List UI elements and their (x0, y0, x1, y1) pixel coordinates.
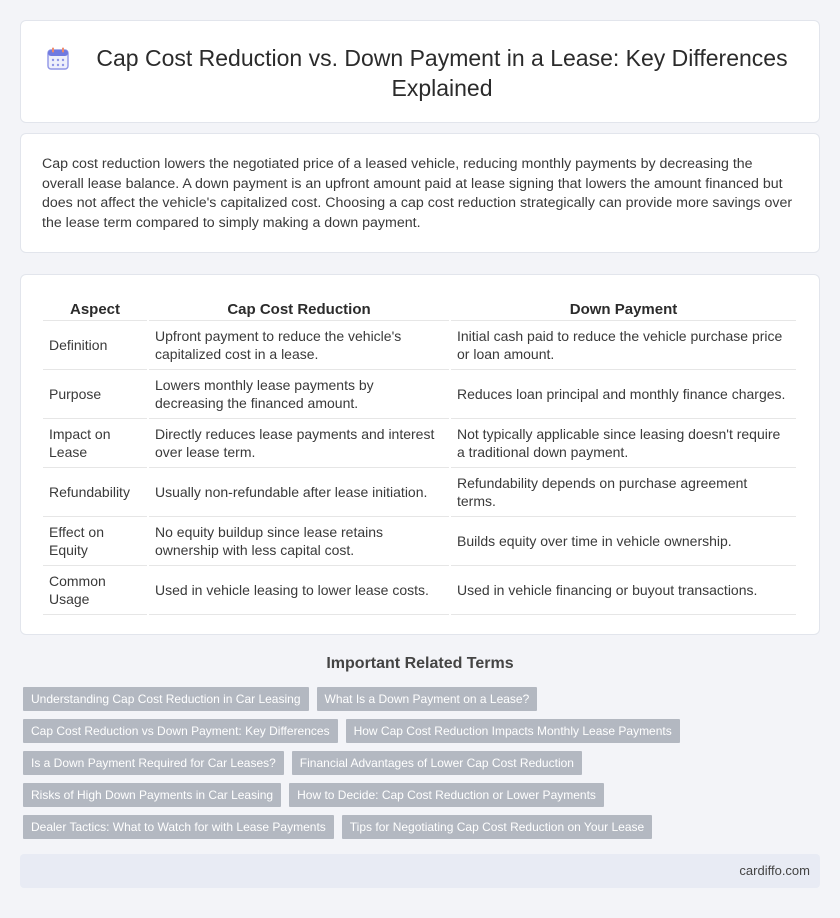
down-payment-cell: Not typically applicable since leasing doesn't require a traditional down payment. (451, 419, 796, 468)
tag-row (23, 783, 703, 807)
header-down-payment: Down Payment (451, 295, 796, 321)
tag-row (23, 687, 703, 711)
aspect-cell: Purpose (43, 370, 147, 419)
related-terms-title: Important Related Terms (326, 655, 514, 672)
down-payment-cell: Initial cash paid to reduce the vehicle purchase price or loan amount. (451, 321, 796, 370)
tag-row (23, 751, 703, 775)
related-term-link[interactable]: What Is a Down Payment on a Lease? (317, 687, 538, 711)
down-payment-cell: Builds equity over time in vehicle ownership. (451, 517, 796, 566)
summary-text: Cap cost reduction lowers the negotiated price of a leased vehicle, reducing monthly payments by decreasing the overall lease balance. A down payment is an upfront amount paid at lease signing that lowers the amount financed but does not affect the vehicle's capitalized cost. Choosing a cap cost reduction strategically can provide more savings over the lease term compared to simply making a down payment. (42, 156, 793, 231)
related-term-link[interactable]: Cap Cost Reduction vs Down Payment: Key Differences (23, 719, 338, 743)
table-row (43, 566, 796, 615)
down-payment-cell: Refundability depends on purchase agreement terms. (451, 468, 796, 517)
aspect-cell: Effect on Equity (43, 517, 147, 566)
aspect-cell: Impact on Lease (43, 419, 147, 468)
comparison-table (41, 295, 798, 615)
page-title: Cap Cost Reduction vs. Down Payment in a Lease: Key Differences Explained (96, 45, 788, 101)
aspect-cell: Refundability (43, 468, 147, 517)
cap-cost-cell: Lowers monthly lease payments by decreasing the financed amount. (149, 370, 449, 419)
aspect-cell: Common Usage (43, 566, 147, 615)
cap-cost-cell: Directly reduces lease payments and interest over lease term. (149, 419, 449, 468)
related-term-link[interactable]: Risks of High Down Payments in Car Leasing (23, 783, 281, 807)
comparison-card (20, 274, 820, 635)
cap-cost-cell: Upfront payment to reduce the vehicle's capitalized cost in a lease. (149, 321, 449, 370)
related-terms-list (23, 687, 703, 847)
aspect-cell: Definition (43, 321, 147, 370)
cap-cost-cell: No equity buildup since lease retains ownership with less capital cost. (149, 517, 449, 566)
table-row (43, 419, 796, 468)
header-aspect: Aspect (43, 295, 147, 321)
table-header-row (43, 295, 796, 321)
cap-cost-cell: Usually non-refundable after lease initiation. (149, 468, 449, 517)
summary-card (20, 133, 820, 253)
down-payment-cell: Reduces loan principal and monthly finance charges. (451, 370, 796, 419)
tag-row (23, 815, 703, 839)
related-term-link[interactable]: Is a Down Payment Required for Car Leases? (23, 751, 284, 775)
title-card (20, 20, 820, 123)
table-row (43, 468, 796, 517)
tag-row (23, 719, 703, 743)
related-term-link[interactable]: How to Decide: Cap Cost Reduction or Lower Payments (289, 783, 604, 807)
header-cap-cost-reduction: Cap Cost Reduction (149, 295, 449, 321)
down-payment-cell: Used in vehicle financing or buyout transactions. (451, 566, 796, 615)
related-term-link[interactable]: How Cap Cost Reduction Impacts Monthly Lease Payments (346, 719, 680, 743)
footer (20, 854, 820, 888)
cap-cost-cell: Used in vehicle leasing to lower lease costs. (149, 566, 449, 615)
related-term-link[interactable]: Dealer Tactics: What to Watch for with Lease Payments (23, 815, 334, 839)
table-row (43, 321, 796, 370)
related-term-link[interactable]: Financial Advantages of Lower Cap Cost Reduction (292, 751, 582, 775)
table-row (43, 517, 796, 566)
related-term-link[interactable]: Tips for Negotiating Cap Cost Reduction on Your Lease (342, 815, 652, 839)
table-row (43, 370, 796, 419)
footer-site-link[interactable]: cardiffo.com (739, 863, 810, 878)
related-term-link[interactable]: Understanding Cap Cost Reduction in Car Leasing (23, 687, 309, 711)
